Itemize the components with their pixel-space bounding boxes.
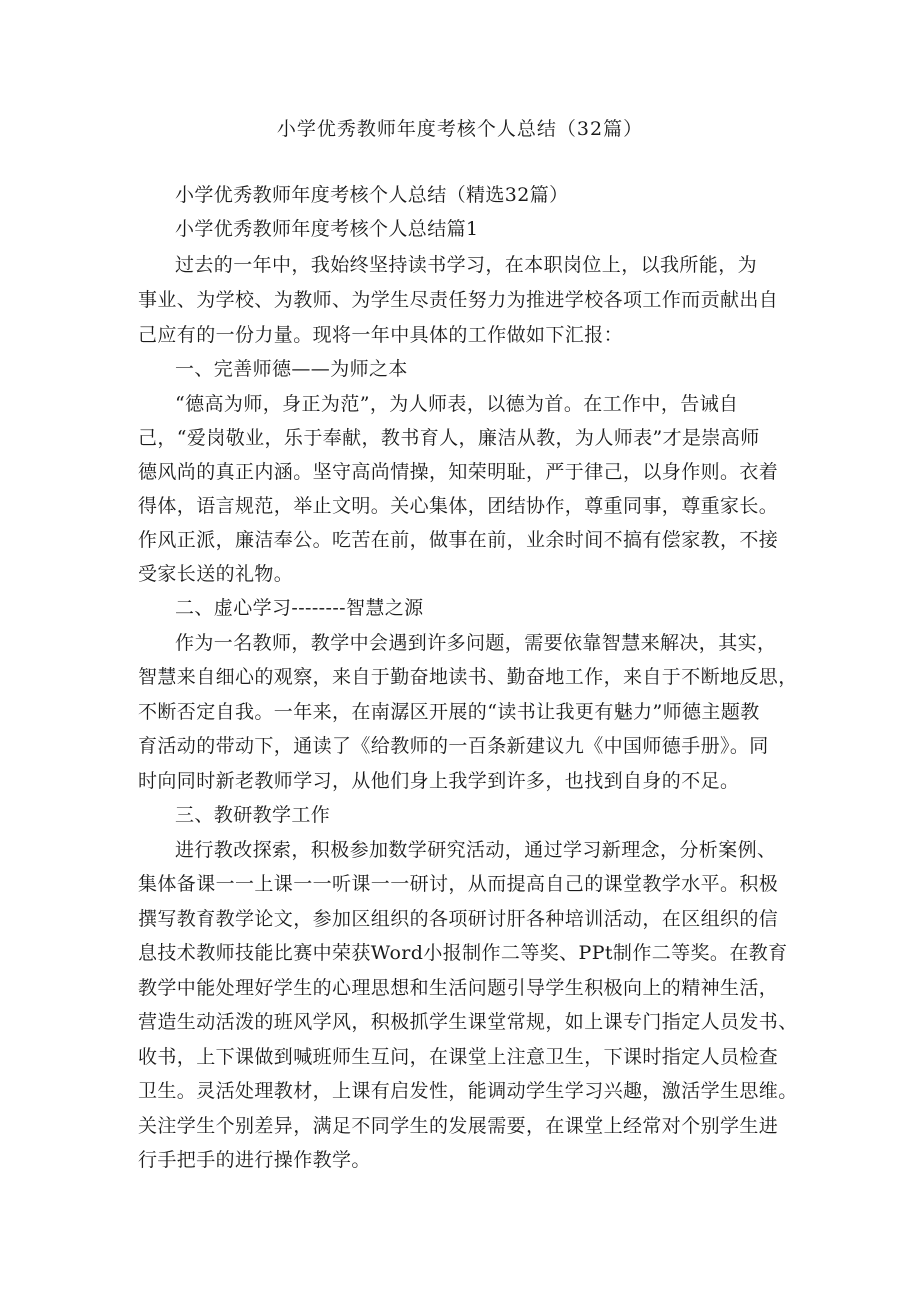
body-line: 德风尚的真正内涵。坚守高尚情操，知荣明耻，严于律己，以身作则。衣着 (138, 461, 779, 483)
section-heading: 二、虚心学习--------智慧之源 (175, 597, 424, 619)
body-line: 己应有的一份力量。现将一年中具体的工作做如下汇报： (138, 324, 624, 346)
body-line: 不断否定自我。一年来，在南潺区开展的“读书让我更有魅力”师德主题教 (138, 701, 760, 723)
body-line: “德高为师，身正为范”，为人师表，以德为首。在工作中，告诫自 (175, 393, 739, 415)
body-line: 作为一名教师，教学中会遇到许多问题，需要依靠智慧来解决，其实， (175, 632, 777, 654)
body-line: 息技术教师技能比赛中荣获Word小报制作二等奖、PPt制作二等奖。在教育 (138, 942, 788, 964)
body-line: 卫生。灵活处理教材，上课有启发性，能调动学生学习兴趣，激活学生思维。 (138, 1080, 798, 1102)
section-heading: 一、完善师德——为师之本 (175, 358, 408, 380)
document-title: 小学优秀教师年度考核个人总结（32篇） (276, 118, 644, 140)
body-line: 过去的一年中，我始终坚持读书学习，在本职岗位上，以我所能，为 (175, 254, 758, 276)
body-line: 受家长送的礼物。 (138, 563, 294, 585)
body-line: 行手把手的进行操作教学。 (138, 1149, 371, 1171)
body-line: 作风正派，廉洁奉公。吃苦在前，做事在前，业余时间不搞有偿家教，不接 (138, 529, 779, 551)
body-line: 时向同时新老教师学习，从他们身上我学到许多，也找到自身的不足。 (138, 770, 740, 792)
body-line: 关注学生个别差异，满足不同学生的发展需要，在课堂上经常对个别学生进 (138, 1115, 779, 1137)
body-line: 智慧来自细心的观察，来自于勤奋地读书、勤奋地工作，来自于不断地反思， (138, 666, 798, 688)
body-line: 收书，上下课做到喊班师生互问，在课堂上注意卫生，下课时指定人员检查 (138, 1046, 779, 1068)
body-line: 集体备课一一上课一一听课一一研讨，从而提高自己的课堂教学水平。积极 (138, 873, 779, 895)
body-line: 营造生动活泼的班风学风，积极抓学生课堂常规，如上课专门指定人员发书、 (138, 1011, 798, 1033)
body-line: 己，“爱岗敬业，乐于奉献，教书育人，廉洁从教，为人师表”才是崇高师 (138, 427, 760, 449)
body-line: 事业、为学校、为教师、为学生尽责任努力为推进学校各项工作而贡献出自 (138, 289, 779, 311)
body-line: 进行教改探索，积极参加数学研究活动，通过学习新理念，分析案例、 (175, 839, 777, 861)
body-line: 教学中能处理好学生的心理思想和生活问题引导学生积极向上的精神生活， (138, 977, 779, 999)
subtitle-line: 小学优秀教师年度考核个人总结（精选32篇） (175, 184, 569, 206)
section-heading: 三、教研教学工作 (175, 804, 331, 826)
body-line: 撰写教育教学论文，参加区组织的各项研讨肝各种培训活动，在区组织的信 (138, 908, 779, 930)
body-line: 得体，语言规范，举止文明。关心集体，团结协作，尊重同事，尊重家长。 (138, 495, 779, 517)
section-heading: 小学优秀教师年度考核个人总结篇1 (175, 218, 479, 240)
body-line: 育活动的带动下，通读了《给教师的一百条新建议九《中国师德手册》。同 (138, 735, 769, 757)
